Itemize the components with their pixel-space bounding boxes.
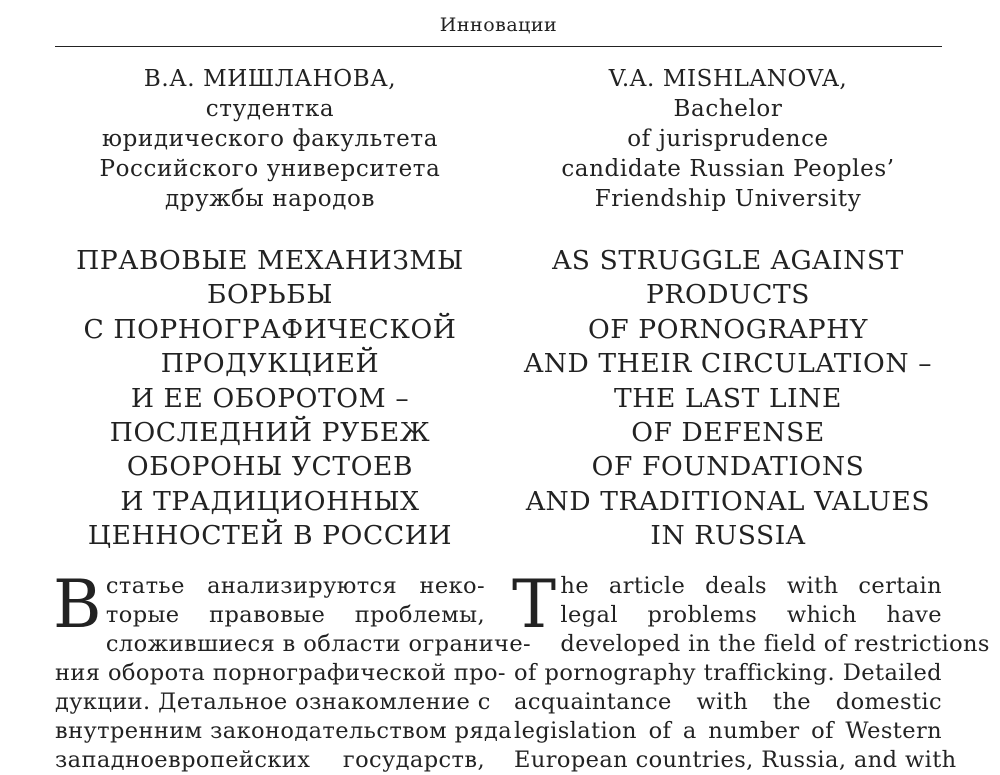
- title-line: БОРЬБЫ: [206, 279, 334, 311]
- title-line: AND TRADITIONAL VALUES: [525, 485, 931, 517]
- author-affiliation-line: юридического факультета: [101, 126, 439, 152]
- abstract-line: западноевропейских государств,: [55, 747, 485, 773]
- title-line: PRODUCTS: [646, 279, 810, 311]
- author-affiliation-line: Friendship University: [594, 186, 862, 212]
- abstract-line: ния оборота порнографической про-: [55, 660, 506, 686]
- author-affiliation-line: candidate Russian Peoples’: [561, 156, 895, 182]
- title-line: OF DEFENSE: [631, 417, 825, 449]
- title-line: И ТРАДИЦИОННЫХ: [120, 485, 420, 517]
- abstract-ru: [53, 566, 532, 775]
- author-block-ru: [55, 64, 485, 214]
- article-title-en: [512, 244, 944, 554]
- title-line: OF FOUNDATIONS: [591, 451, 865, 483]
- author-block-en: [512, 64, 944, 214]
- author-name-ru: В.А. МИШЛАНОВА,: [143, 66, 397, 92]
- abstract-line: сложившиеся в области ограниче-: [105, 631, 532, 657]
- title-line: ПРОДУКЦИЕЙ: [160, 348, 380, 380]
- header-rule: [55, 46, 942, 47]
- title-line: ПРАВОВЫЕ МЕХАНИЗМЫ: [76, 245, 464, 276]
- title-line: AND THEIR CIRCULATION –: [523, 348, 933, 380]
- title-line: AS STRUGGLE AGAINST: [552, 245, 904, 276]
- title-line: THE LAST LINE: [614, 382, 842, 414]
- abstract-line: дукции. Детальное ознакомление с: [55, 689, 491, 715]
- author-affiliation-line: of jurisprudence: [627, 126, 829, 152]
- article-title-ru: [55, 244, 485, 554]
- abstract-line: статье анализируются неко-: [105, 573, 485, 599]
- author-affiliation-line: студентка: [205, 96, 335, 122]
- author-affiliation-line: Российского университета: [99, 156, 441, 182]
- title-line: ОБОРОНЫ УСТОЕВ: [126, 451, 414, 483]
- title-line: OF PORNOGRAPHY: [587, 313, 869, 345]
- abstract-line: developed in the field of restrictions: [560, 631, 990, 657]
- abstract-line: legislation of a number of Western: [514, 718, 942, 744]
- abstract-line: acquaintance with the domestic: [514, 689, 942, 715]
- abstract-line: торые правовые проблемы,: [105, 602, 485, 628]
- title-line: ЦЕННОСТЕЙ В РОССИИ: [87, 520, 453, 552]
- title-line: И ЕЕ ОБОРОТОМ –: [130, 382, 410, 414]
- running-header: Инновации: [439, 14, 558, 36]
- abstract-line: he article deals with certain: [560, 573, 942, 599]
- drop-cap: В: [53, 566, 102, 643]
- author-affiliation-line: дружбы народов: [164, 186, 375, 212]
- title-line: С ПОРНОГРАФИЧЕСКОЙ: [83, 313, 457, 345]
- abstract-line: European countries, Russia, and with: [514, 747, 957, 773]
- abstract-line: legal problems which have: [560, 602, 942, 628]
- abstract-en: [512, 566, 990, 775]
- abstract-line: of pornography trafficking. Detailed: [514, 660, 942, 686]
- abstract-line: внутренним законодательством ряда: [55, 718, 513, 744]
- title-line: IN RUSSIA: [650, 520, 806, 552]
- title-line: ПОСЛЕДНИЙ РУБЕЖ: [109, 417, 431, 449]
- drop-cap: T: [512, 566, 557, 643]
- author-name-en: V.A. MISHLANOVA,: [608, 66, 848, 92]
- author-affiliation-line: Bachelor: [673, 96, 783, 122]
